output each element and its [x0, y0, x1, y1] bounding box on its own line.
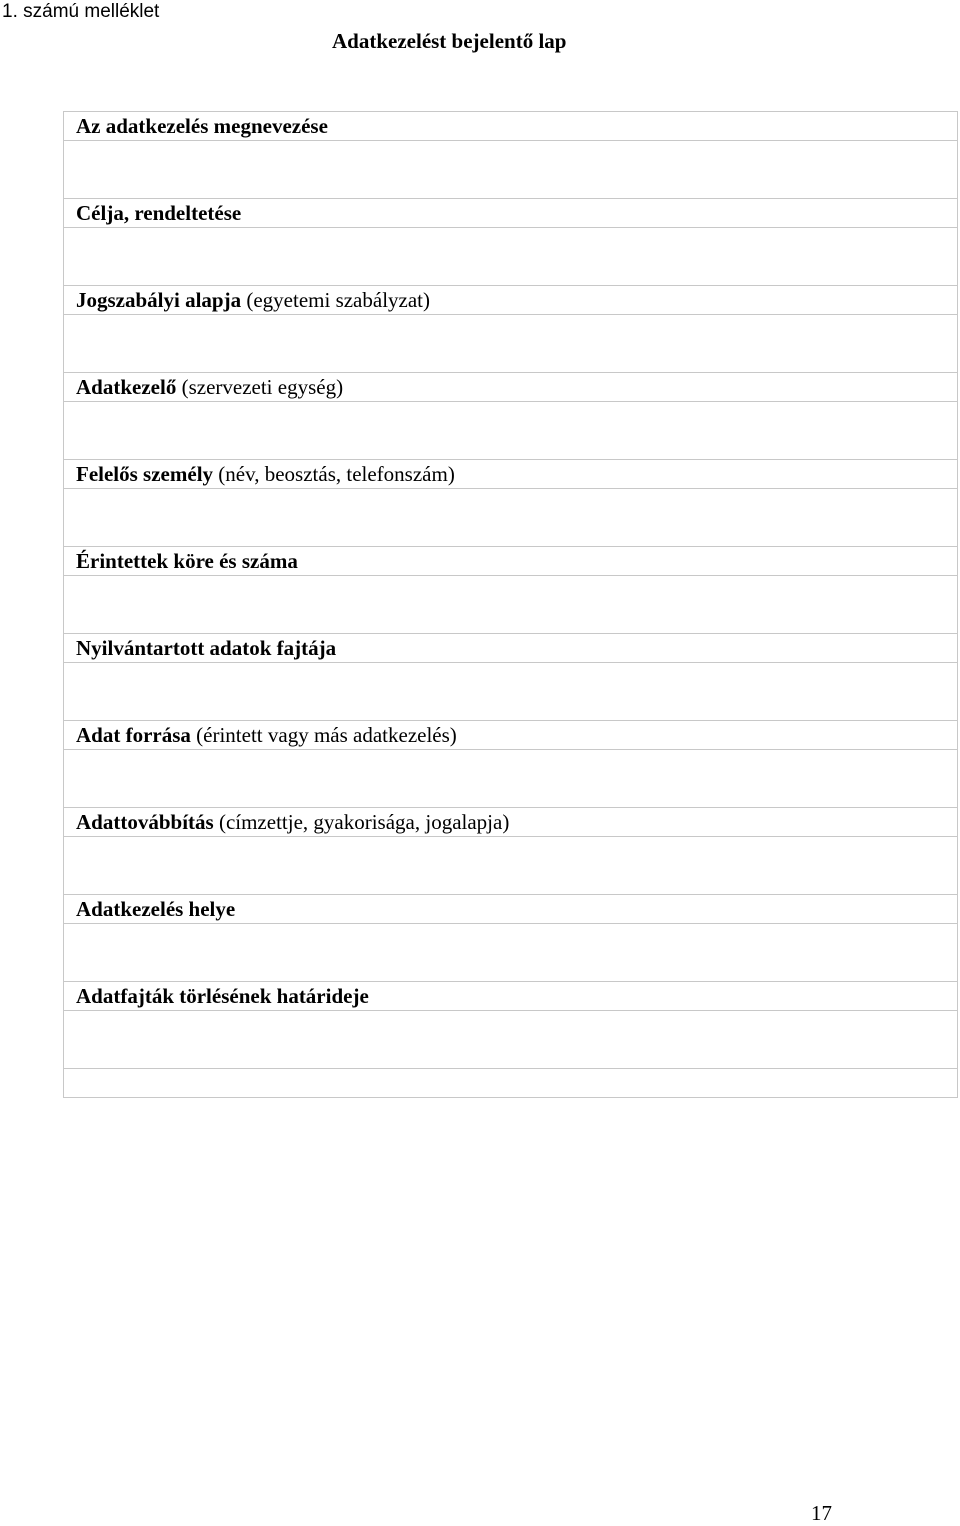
field-label — [64, 634, 958, 663]
field-label — [64, 460, 958, 489]
field-answer-data-subjects — [64, 576, 958, 634]
field-answer-controller — [64, 402, 958, 460]
field-label — [64, 808, 958, 837]
field-row-data-subjects — [64, 547, 958, 576]
answer-cell[interactable] — [64, 315, 958, 373]
field-row-legal-basis — [64, 286, 958, 315]
form-title: Adatkezelést bejelentő lap — [332, 29, 567, 53]
field-label-bold: Célja, rendeltetése — [76, 200, 242, 225]
field-answer-data-types — [64, 663, 958, 721]
answer-cell[interactable] — [64, 489, 958, 547]
field-label — [64, 373, 958, 402]
field-label-bold: Jogszabályi alapja — [76, 287, 242, 312]
field-row-name — [64, 112, 958, 141]
field-label — [64, 721, 958, 750]
field-row-location — [64, 895, 958, 924]
answer-cell[interactable] — [64, 837, 958, 895]
field-label — [64, 895, 958, 924]
field-label — [64, 112, 958, 141]
field-label-note: (címzettje, gyakorisága, jogalapja) — [213, 809, 510, 834]
field-answer-name — [64, 141, 958, 199]
field-label — [64, 199, 958, 228]
field-row-controller — [64, 373, 958, 402]
field-answer-extra — [64, 1069, 958, 1098]
field-label-note: (egyetemi szabályzat) — [241, 287, 431, 312]
answer-cell[interactable] — [64, 663, 958, 721]
page-number: 17 — [811, 1501, 832, 1525]
answer-cell[interactable] — [64, 1011, 958, 1069]
field-label-note: (szervezeti egység) — [176, 374, 344, 399]
answer-cell[interactable] — [64, 228, 958, 286]
answer-cell[interactable] — [64, 750, 958, 808]
field-row-responsible-person — [64, 460, 958, 489]
field-label-bold: Adatfajták törlésének határideje — [76, 983, 369, 1008]
field-label-bold: Az adatkezelés megnevezése — [76, 113, 328, 138]
answer-cell[interactable] — [64, 1069, 958, 1098]
answer-cell[interactable] — [64, 402, 958, 460]
field-label-bold: Érintettek köre és száma — [76, 548, 298, 573]
field-row-data-source — [64, 721, 958, 750]
answer-cell[interactable] — [64, 924, 958, 982]
field-row-data-types — [64, 634, 958, 663]
field-answer-data-source — [64, 750, 958, 808]
field-answer-deletion-deadline — [64, 1011, 958, 1069]
field-answer-location — [64, 924, 958, 982]
field-answer-responsible-person — [64, 489, 958, 547]
field-answer-legal-basis — [64, 315, 958, 373]
notification-form-table — [63, 111, 958, 1098]
field-label — [64, 982, 958, 1011]
field-label-bold: Adatkezelő — [76, 374, 177, 399]
field-label-note: (név, beosztás, telefonszám) — [213, 461, 455, 486]
field-label-bold: Adatkezelés helye — [76, 896, 236, 921]
field-row-deletion-deadline — [64, 982, 958, 1011]
field-label — [64, 547, 958, 576]
field-label-bold: Adattovábbítás — [76, 809, 214, 834]
answer-cell[interactable] — [64, 141, 958, 199]
field-label — [64, 286, 958, 315]
field-label-bold: Nyilvántartott adatok fajtája — [76, 635, 337, 660]
field-label-bold: Adat forrása — [76, 722, 191, 747]
field-row-purpose — [64, 199, 958, 228]
field-answer-purpose — [64, 228, 958, 286]
field-label-note: (érintett vagy más adatkezelés) — [190, 722, 457, 747]
field-label-bold: Felelős személy — [76, 461, 214, 486]
field-row-data-transfer — [64, 808, 958, 837]
field-answer-data-transfer — [64, 837, 958, 895]
annex-label: 1. számú melléklet — [2, 1, 160, 22]
answer-cell[interactable] — [64, 576, 958, 634]
